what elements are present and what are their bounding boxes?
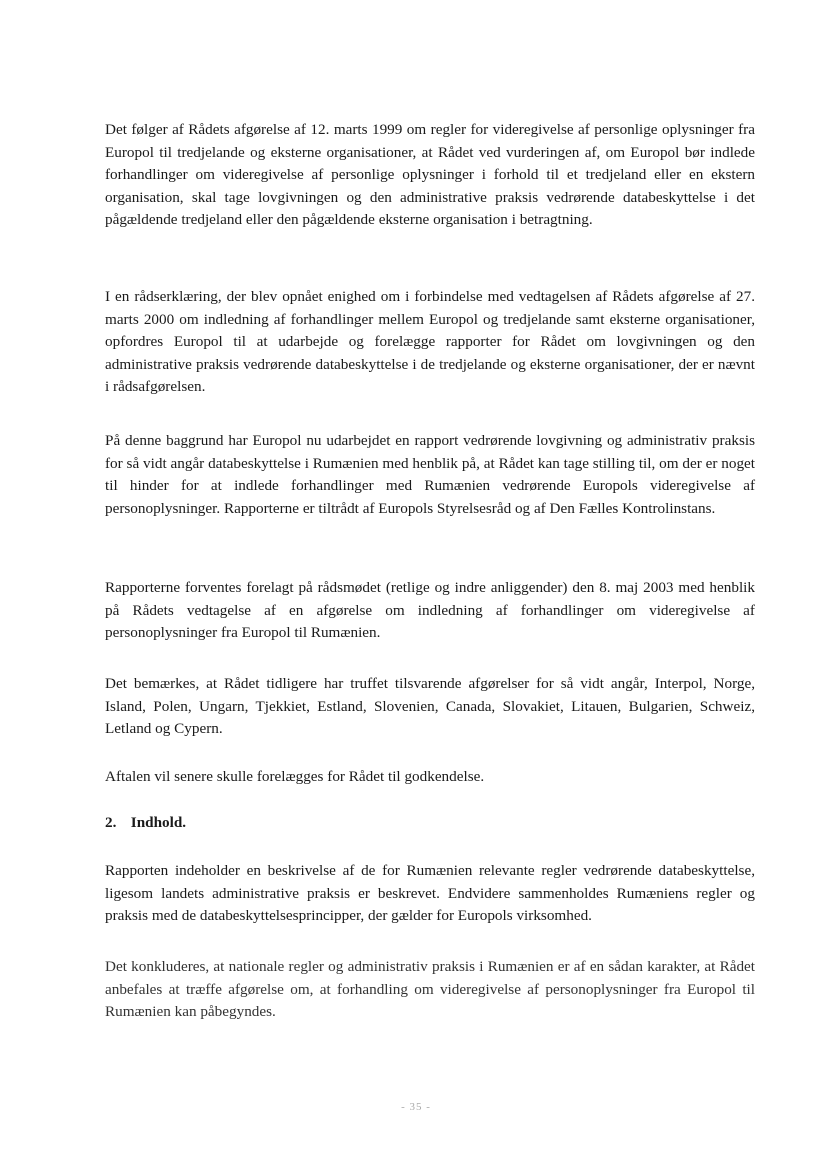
paragraph-agreement-approval: Aftalen vil senere skulle forelægges for Rådet til godkendelse. bbox=[105, 768, 485, 785]
paragraph-council-declaration-2000: I en rådserklæring, der blev opnået enighed om i forbindelse med vedtagelsen af Rådets afgørelse af 27. marts 2000 om indledning af forhandlinger mellem Europol og tredjelande samt eksterne organisationer, opfordres Europol til at udarbejde og forelægge rapporter for Rådet om lovgivningen og den administrative praksis vedrørende databeskyttelse i de tredjelande og eksterne organisationer, der er nævnt i rådsafgørelsen. bbox=[105, 288, 755, 396]
paragraph-previous-decisions: Det bemærkes, at Rådet tidligere har truffet tilsvarende afgørelser for så vidt angår, Interpol, Norge, Island, Polen, Ungarn, Tjekkiet, Estland, Slovenien, Canada, Slovakiet, Litauen, Bulgarien, Schweiz, Letland og Cypern. bbox=[105, 675, 755, 738]
paragraph-council-meeting: Rapporterne forventes forelagt på rådsmødet (retlige og indre anliggender) den 8. maj 2003 med henblik på Rådets vedtagelse af en afgørelse om indledning af forhandlinger om videregivelse af personoplysninger fra Europol til Rumænien. bbox=[105, 579, 755, 642]
section-heading bbox=[105, 814, 186, 832]
paragraph-report-contents: Rapporten indeholder en beskrivelse af de for Rumænien relevante regler vedrørende databeskyttelse, ligesom landets administrative praksis er beskrevet. Endvidere sammenholdes Rumæniens regler og praksis med de databeskyttelsesprincipper, der gælder for Europols virksomhed. bbox=[105, 862, 755, 925]
section-title: Indhold. bbox=[130, 814, 187, 831]
paragraph-council-decision-1999: Det følger af Rådets afgørelse af 12. marts 1999 om regler for videregivelse af personlige oplysninger fra Europol til tredjelande og eksterne organisationer, at Rådet ved vurderingen af, om Europol bør indlede forhandlinger om videregivelse af personlige oplysninger i forhold til et tredjeland eller en ekstern organisation, skal tage lovgivningen og den administrative praksis vedrørende databeskyttelse i det pågældende tredjeland eller den pågældende eksterne organisation i betragtning. bbox=[105, 121, 755, 229]
paragraph-europol-report: På denne baggrund har Europol nu udarbejdet en rapport vedrørende lovgivning og administrativ praksis for så vidt angår databeskyttelse i Rumænien med henblik på, at Rådet kan tage stilling til, om der er noget til hinder for at indlede forhandlinger med Rumænien vedrørende Europols videregivelse af personoplysninger. Rapporterne er tiltrådt af Europols Styrelsesråd og af Den Fælles Kontrolinstans. bbox=[105, 432, 755, 517]
section-number: 2. bbox=[105, 814, 117, 831]
paragraph-conclusion: Det konkluderes, at nationale regler og administrativ praksis i Rumænien er af en sådan karakter, at Rådet anbefales at træffe afgørelse om, at forhandling om videregivelse af personoplysninger fra Europol til Rumænien kan påbegyndes. bbox=[105, 958, 755, 1021]
page-number: - 35 - bbox=[401, 1101, 431, 1113]
